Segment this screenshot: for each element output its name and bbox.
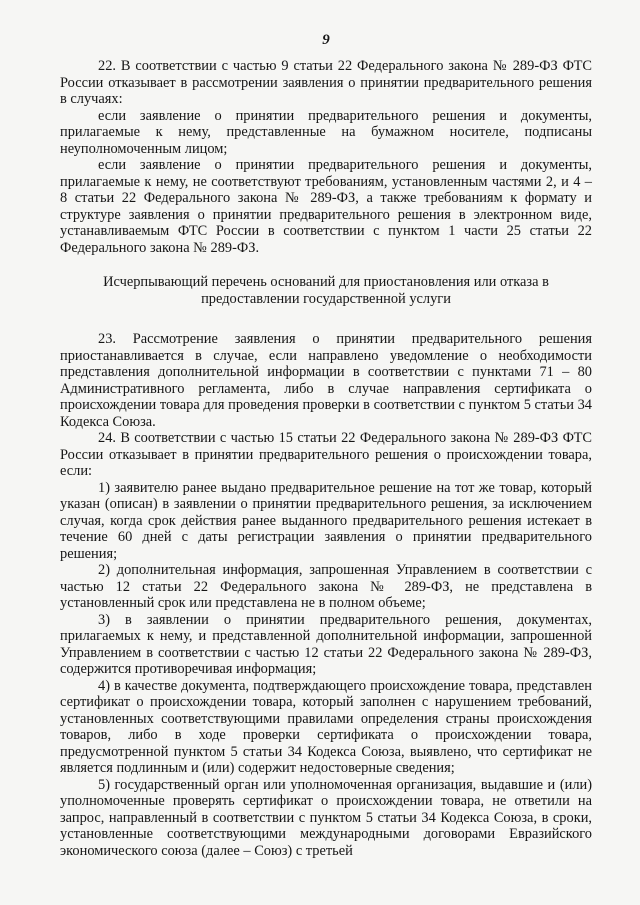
paragraph-24-item-1: 1) заявителю ранее выдано предварительное решение на тот же товар, который указан (описан) в заявлении о принятии предварительного решения, за исключением случая, когда срок действия ранее выданного предварительного решения истекает в течение 60 дней с даты регистрации заявления о принятии предварительного решения;	[60, 479, 592, 562]
paragraph-24: 24. В соответствии с частью 15 статьи 22 Федерального закона № 289-ФЗ ФТС России отказывает в принятии предварительного решения о происхождении товара, если:	[60, 430, 592, 479]
paragraph-22-case-1: если заявление о принятии предварительного решения и документы, прилагаемые к нему, представленные на бумажном носителе, подписаны неуполномоченным лицом;	[60, 107, 592, 157]
paragraph-22: 22. В соответствии с частью 9 статьи 22 Федерального закона № 289-ФЗ ФТС России отказывает в рассмотрении заявления о принятии предварительного решения в случаях:	[60, 58, 592, 107]
section-heading: Исчерпывающий перечень оснований для приостановления или отказа в предоставлении государственной услуги	[103, 274, 549, 307]
paragraph-24-item-2: 2) дополнительная информация, запрошенная Управлением в соответствии с частью 12 статьи 22 Федерального закона № 289-ФЗ, не представлена в установленный срок или представлена не в полном объеме;	[60, 562, 592, 611]
paragraph-24-item-3: 3) в заявлении о принятии предварительного решения, документах, прилагаемых к нему, и представленной дополнительной информации, запрошенной Управлением в соответствии с частью 12 статьи 22 Федерального закона № 289-ФЗ, содержится противоречивая информация;	[60, 611, 592, 677]
paragraph-23: 23. Рассмотрение заявления о принятии предварительного решения приостанавливается в случае, если направлено уведомление о необходимости представления дополнительной информации в соответствии с пунктами 71 – 80 Административного регламента, либо в случае направления сертификата о происхождении товара для проведения проверки в соответствии с пунктом 5 статьи 34 Кодекса Союза.	[60, 331, 592, 430]
page-number: 9	[322, 32, 330, 48]
paragraph-24-item-4: 4) в качестве документа, подтверждающего происхождение товара, представлен сертификат о происхождении товара, который заполнен с нарушением требований, установленных соответствующими правилами определения страны происхождения товаров, либо в ходе проверки сертификата о происхождении товара, предусмотренной пунктом 5 статьи 34 Кодекса Союза, выявлено, что сертификат не является подлинным и (или) содержит недостоверные сведения;	[60, 677, 592, 776]
paragraph-22-case-2: если заявление о принятии предварительного решения и документы, прилагаемые к нему, не соответствуют требованиям, установленным частями 2, и 4 – 8 статьи 22 Федерального закона № 289-ФЗ, а также требованиям к формату и структуре заявления о принятии предварительного решения в электронном виде, устанавливаемым ФТС России в соответствии с пунктом 1 части 25 статьи 22 Федерального закона № 289-ФЗ.	[60, 157, 592, 256]
paragraph-24-item-5: 5) государственный орган или уполномоченная организация, выдавшие и (или) уполномоченные проверять сертификат о происхождении товара, не ответили на запрос, направленный в соответствии с пунктом 5 статьи 34 Кодекса Союза, в сроки, установленные соответствующими международными договорами Евразийского экономического союза (далее – Союз) с третьей	[60, 776, 592, 859]
